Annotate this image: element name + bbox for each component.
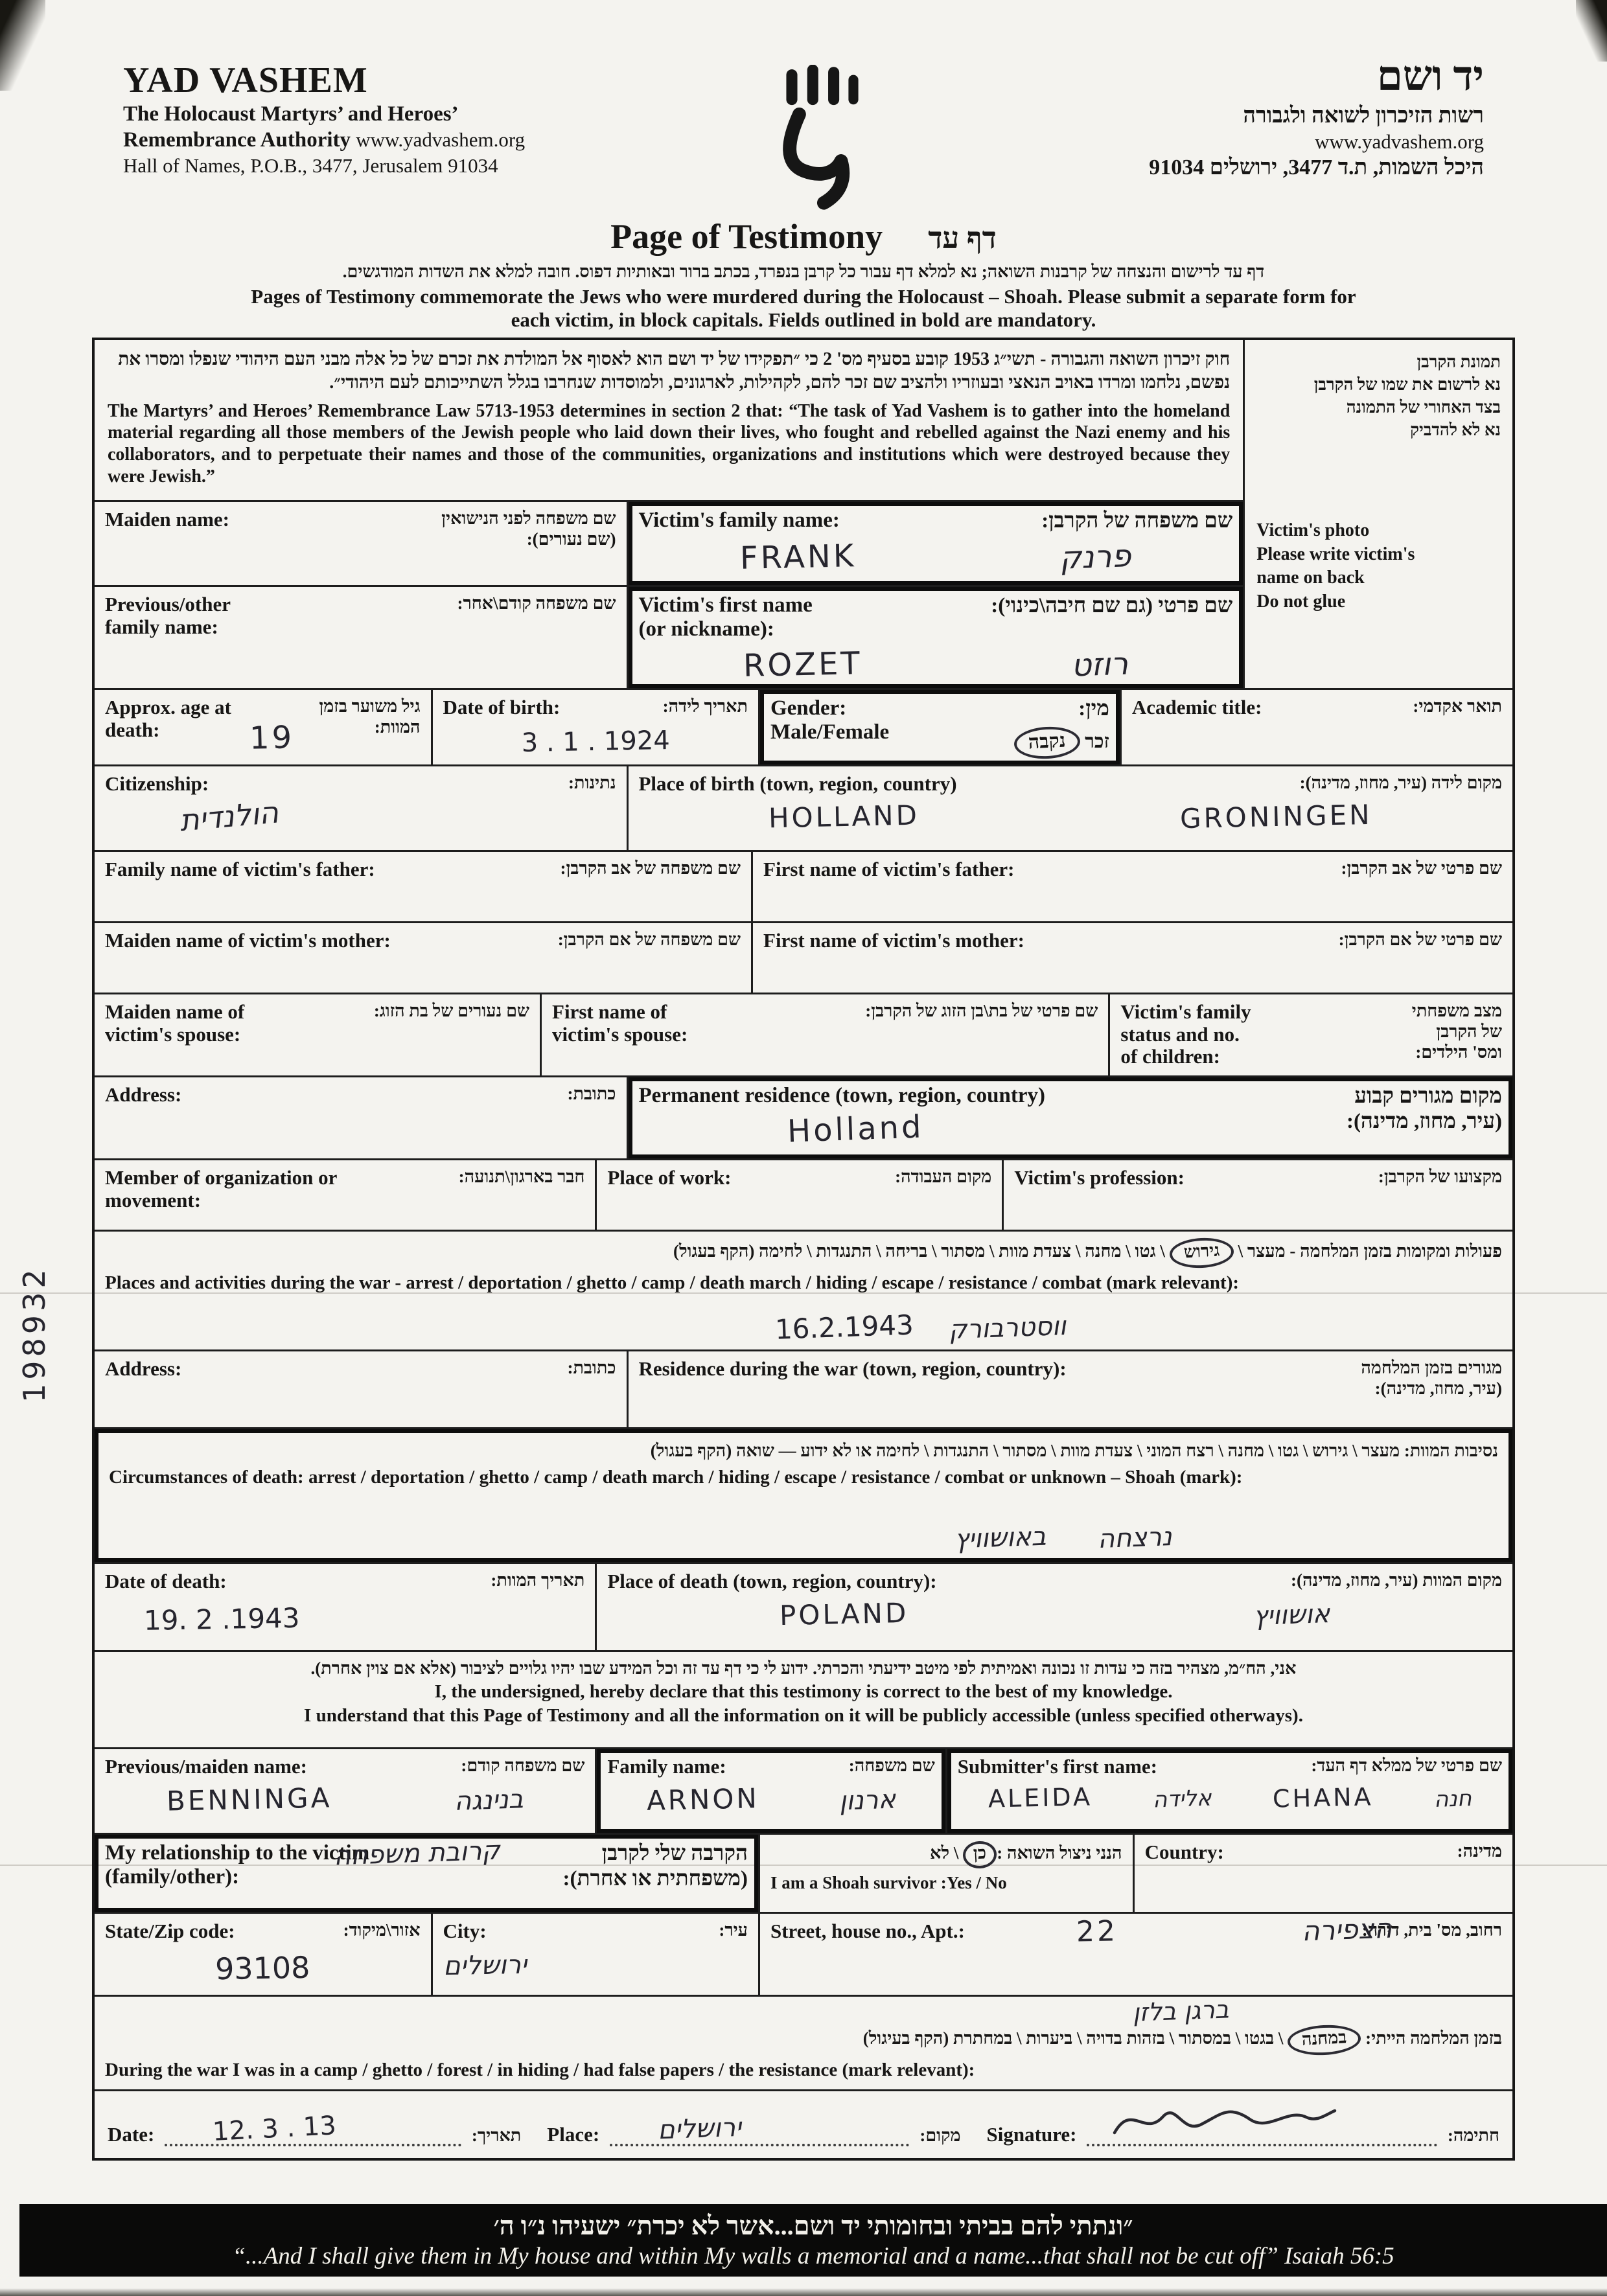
field-spouse-maiden-name: Maiden name of victim's spouse: שם נעורים של בת הזוג: xyxy=(105,1000,530,1046)
field-profession: Victim's profession: מקצועו של הקרבן: xyxy=(1002,1160,1512,1230)
deportation-circled: גירוש xyxy=(1169,1236,1235,1269)
during-war-value: ברגן בלזן xyxy=(1132,1995,1230,2027)
page-title-en: Page of Testimony xyxy=(610,217,883,256)
field-residence-during-war: Residence during the war (town, region, country): מגורים בזמן המלחמה (עיר, מחוז, מדינה): xyxy=(627,1351,1513,1427)
victim-family-name-value: FRANK xyxy=(739,538,857,577)
place-of-birth-value: HOLLAND xyxy=(768,799,920,834)
scan-edge-top-right xyxy=(1576,0,1607,62)
org-address: Hall of Names, P.O.B., 3477, Jerusalem 91034 xyxy=(123,154,498,178)
place-of-death-value-he: אושוויץ xyxy=(1253,1598,1330,1631)
place-bottom-value: ירושלים xyxy=(657,2112,742,2146)
field-member-organization: Member of organization or movement: חבר בארגון\תנועה: xyxy=(105,1165,585,1211)
field-submitter-first-name: Submitter's first name: שם פרטי של ממלא דף העד: ALEIDA אלידה CHANA חנה xyxy=(945,1749,1512,1833)
approx-age-value: 19 xyxy=(248,719,295,757)
field-place-of-work: Place of work: מקום העבודה: xyxy=(595,1160,1002,1230)
scripture-quote-he: ״ונתתי להם בביתי ובחומותי יד ושם...אשר לא יכרת״ ישעיהו נ״ו ה׳ xyxy=(493,2211,1133,2240)
war-activities-date-value: 16.2.1943 xyxy=(774,1309,914,1346)
org-subtitle-2: Remembrance Authority www.yadvashem.org xyxy=(123,128,526,152)
gender-female-circled: נקבה xyxy=(1013,725,1081,760)
field-submitter-previous-maiden-name: Previous/maiden name: שם משפחה קודם: BENNINGA בנינגה xyxy=(105,1754,585,1817)
org-block-en xyxy=(123,60,525,178)
photo-instructions-he: תמונת הקרבן נא לרשום את שמו של הקרבן בצד האחורי של התמונה נא לא להדביק xyxy=(1313,352,1501,440)
field-submitter-family-name: Family name: שם משפחה: ARNON ארנון xyxy=(595,1749,945,1833)
field-submitter-during-war: ברגן בלזן בזמן המלחמה הייתי: במחנה \ בגטו \ במסתור \ בזהות בדויה \ ביערות \ במחתרת (הקף בעיגול) During the war I was in a camp / ghetto / forest / in hiding / had false papers / the resistance (mark relevant): xyxy=(105,1995,1502,2080)
field-signature: Signature: חתימה: xyxy=(974,2091,1512,2158)
scan-edge-bottom xyxy=(0,2288,1607,2296)
law-text-he: חוק זיכרון השואה והגבורה - תשי״ג 1953 קובע בסעיף מס' 2 כי ״תפקידו של יד ושם הוא לאסוף אל המולדת את זכרם של כל אלה מבני העם היהודי שנפלו ומסרו את נפשם, נלחמו ומרדו באויב הנאצי ובעוזריו ולהציב שם זכר להם, לקהילות, לארגונים, ולמוסדות שנחרבו בגלל השתייכותם לעם היהודי״. xyxy=(118,349,1231,393)
field-state-zip: State/Zip code: אזור\מיקוד: 93108 xyxy=(95,1914,431,1995)
page-title-he: דף עד xyxy=(928,222,997,255)
org-subtitle-he: רשות הזיכרון לשואה ולגבורה xyxy=(1243,103,1484,128)
photo-instructions-en: Victim's photo Please write victim's name on back Do not glue xyxy=(1256,520,1415,612)
field-maiden-name: Maiden name: שם משפחה לפני הנישואין (שם נעורים): xyxy=(105,508,616,549)
zip-value: 93108 xyxy=(214,1949,310,1986)
signature-scribble xyxy=(1108,2096,1341,2150)
date-bottom-value: 12. 3 . 13 xyxy=(211,2110,337,2147)
victim-first-name-value-he: רוזט xyxy=(1070,645,1129,684)
org-subtitle-1: The Holocaust Martyrs’ and Heroes’ xyxy=(123,102,459,126)
survivor-yes-circled: כן xyxy=(962,1841,997,1869)
victim-photo-area xyxy=(1243,340,1512,688)
place-of-death-value: POLAND xyxy=(779,1596,909,1631)
place-of-birth-region-value: GRONINGEN xyxy=(1179,798,1372,834)
field-city: City: עיר: ירושלים xyxy=(431,1914,758,1995)
field-place-of-birth: Place of birth (town, region, country) מקום לידה (עיר, מחוז, מדינה): HOLLAND GRONINGEN xyxy=(627,766,1513,850)
scripture-banner xyxy=(19,2204,1607,2277)
field-father-first-name: First name of victim's father: שם פרטי של אב הקרבן: xyxy=(751,852,1512,921)
field-date-of-birth: Date of birth: תאריך לידה: 3 . 1 . 1924 xyxy=(431,690,758,764)
scan-edge-top-left xyxy=(0,0,45,91)
circumstances-value-2: באושוויץ xyxy=(954,1521,1047,1555)
declaration: אני, הח״מ, מצהיר בזה כי עדות זו נכונה ואמיתית לפי מיטב ידיעתי והכרתי. ידוע לי כי דף עד זה וכל המידע שבו יהיו גלויים לציבור (אלא אם צוין אחרת). I, the undersigned, hereby declare that this testimony is correct to the best of my knowledge. I understand that this Page of Testimony and all the information on it will be publicly accessible (unless specified otherways). xyxy=(304,1658,1303,1726)
submitter-family-name-value: ARNON xyxy=(646,1782,760,1817)
testimony-form xyxy=(92,338,1515,2161)
submitter-first-name-value-2: CHANA xyxy=(1272,1782,1374,1813)
page-title xyxy=(0,216,1607,257)
field-mother-first-name: First name of victim's mother: שם פרטי של אם הקרבן: xyxy=(751,923,1512,993)
gender-male-option: זכר xyxy=(1085,730,1109,752)
field-address: Address: כתובת: xyxy=(105,1083,616,1106)
field-gender: Gender: Male/Female מין: זכר נקבה xyxy=(758,690,1120,764)
field-circumstances-of-death: נסיבות המוות: מעצר \ גירוש \ גטו \ מחנה \ רצח המוני \ צעדת מוות \ מסתור \ התנגדות \ לחימה או לא ידוע — שואה (הקף בעגול) Circumstances of death: arrest / deportation / ghetto / camp / death march / hiding / escape / resistance / combat or unknown – Shoah (mark): נרצחה באושוויץ xyxy=(95,1429,1512,1562)
victim-first-name-value: ROZET xyxy=(743,645,863,684)
in-camp-circled: במחנה xyxy=(1287,2023,1362,2057)
field-approx-age: Approx. age at death: גיל משוער בזמן המוות: 19 xyxy=(105,695,421,757)
section-top xyxy=(95,340,1512,688)
field-victim-family-name: Victim's family name: שם משפחה של הקרבן: FRANK פרנק xyxy=(627,502,1243,585)
victim-family-name-value-he: פרנק xyxy=(1059,538,1132,577)
date-of-birth-value: 3 . 1 . 1924 xyxy=(520,725,670,758)
field-address-war: Address: כתובת: xyxy=(105,1357,616,1380)
field-family-status: Victim's family status and no. of children: מצב משפחתי של הקרבן ומס' הילדים: xyxy=(1108,994,1512,1075)
field-previous-family-name: Previous/other family name: שם משפחה קודם\אחר: xyxy=(105,593,616,638)
org-address-he: היכל השמות, ת.ד 3477, ירושלים 91034 xyxy=(1149,155,1484,179)
street-number-value: 22 xyxy=(1076,1914,1118,1949)
org-url: www.yadvashem.org xyxy=(356,128,526,152)
survivor-no-option: לא xyxy=(930,1843,950,1863)
law-text-en: The Martyrs’ and Heroes’ Remembrance Law 5713-1953 determines in section 2 that: “The task of Yad Vashem is to gather into the homeland material regarding all those members of the Jewish people who laid down their lives, who fought and rebelled against the Nazi enemy and his collaborators, and to perpetuate their names and those of the communities, organizations and institutions which were destroyed because they were Jewish.” xyxy=(108,400,1231,487)
citizenship-value: הולנדית xyxy=(178,794,281,838)
submitter-first-name-value-1: ALEIDA xyxy=(988,1782,1093,1813)
field-spouse-first-name: First name of victim's spouse: שם פרטי של בת\בן הזוג של הקרבן: xyxy=(540,994,1108,1075)
permanent-residence-value: Holland xyxy=(787,1108,925,1150)
date-of-death-value: 19. 2 .1943 xyxy=(143,1601,300,1636)
yad-vashem-logo-icon xyxy=(755,65,878,214)
field-academic-title: Academic title: תואר אקדמי: xyxy=(1120,690,1512,764)
field-place-bottom: Place: ירושלים מקום: xyxy=(547,2112,961,2146)
field-permanent-residence: Permanent residence (town, region, country) מקום מגורים קבוע (עיר, מחוז, מדינה): Holland xyxy=(627,1077,1513,1158)
org-name-he: יד ושם xyxy=(1376,53,1484,99)
org-block-he xyxy=(1149,52,1484,181)
org-name: YAD VASHEM xyxy=(123,60,368,100)
field-date-bottom: Date: 12. 3 . 13 תאריך: xyxy=(108,2110,522,2147)
archive-number-handwritten: 198932 xyxy=(17,1265,52,1403)
scripture-quote-en: “...And I shall give them in My house and within My walls a memorial and a name...that shall not be cut off” Isaiah 56:5 xyxy=(232,2243,1394,2269)
circumstances-value-1: נרצחה xyxy=(1097,1521,1173,1554)
submitter-first-name-value-1-he: אלידה xyxy=(1152,1785,1212,1813)
relationship-value: קרובת משפחה xyxy=(332,1835,501,1872)
org-url-he: www.yadvashem.org xyxy=(1315,130,1484,153)
field-citizenship: Citizenship: נתינות: הולנדית xyxy=(105,772,616,838)
intro-en: Pages of Testimony commemorate the Jews who were murdered during the Holocaust – Shoah. Please submit a separate form for each victim, in block capitals. Fields outlined in bold are mandatory. xyxy=(251,285,1356,331)
street-name-value: הצפירה xyxy=(1301,1912,1393,1947)
field-date-of-death: Date of death: תאריך המוות: 19. 2 .1943 xyxy=(105,1569,585,1636)
field-relationship: My relationship to the victim (family/other): הקרבה שלי לקרבן (משפחתית או אחרת): קרובת משפחה xyxy=(95,1835,758,1912)
city-value: ירושלים xyxy=(443,1949,527,1981)
field-shoah-survivor: הנני ניצול השואה :כן \ לא I am a Shoah survivor :Yes / No xyxy=(758,1835,1133,1912)
submitter-family-name-value-he: ארנון xyxy=(838,1784,896,1817)
submitter-maiden-name-value-he: בנינגה xyxy=(454,1784,524,1817)
field-father-family-name: Family name of victim's father: שם משפחה של אב הקרבן: xyxy=(105,857,741,880)
field-mother-maiden-name: Maiden name of victim's mother: שם משפחה של אם הקרבן: xyxy=(105,928,741,952)
submitter-maiden-name-value: BENNINGA xyxy=(166,1781,332,1817)
law-paragraph xyxy=(95,340,1243,502)
field-street: Street, house no., Apt.: רחוב, מס' בית, דירה: 22 הצפירה xyxy=(758,1914,1512,1995)
field-country: Country: מדינה: xyxy=(1133,1835,1512,1912)
war-activities-place-value: ווסטרבורק xyxy=(948,1311,1067,1346)
submitter-first-name-value-2-he: חנה xyxy=(1433,1785,1472,1813)
field-victim-first-name: Victim's first name (or nickname): שם פרטי (גם שם חיבה\כינוי): ROZET רוזט xyxy=(627,587,1243,688)
intro-he: דף עד לרישום והנצחה של קרבנות השואה; נא למלא דף עבור כל קרבן בנפרד, בכתב ברור ובאותיות דפוס. חובה למלא את השדות המודגשים. xyxy=(342,262,1265,281)
field-war-activities: פעולות ומקומות בזמן המלחמה - מעצר \ גירוש \ גטו \ מחנה \ צעדת מוות \ מסתור \ בריחה \ התנגדות \ לחימה (הקף בעגול) Places and activities during the war - arrest / deportation / ghetto / camp / death march / hiding / escape / resistance / combat (mark relevant): 16.2.1943 ווסטרבורק xyxy=(95,1232,1512,1349)
field-place-of-death: Place of death (town, region, country): מקום המוות (עיר, מחוז, מדינה): POLAND אושוויץ xyxy=(595,1564,1512,1650)
